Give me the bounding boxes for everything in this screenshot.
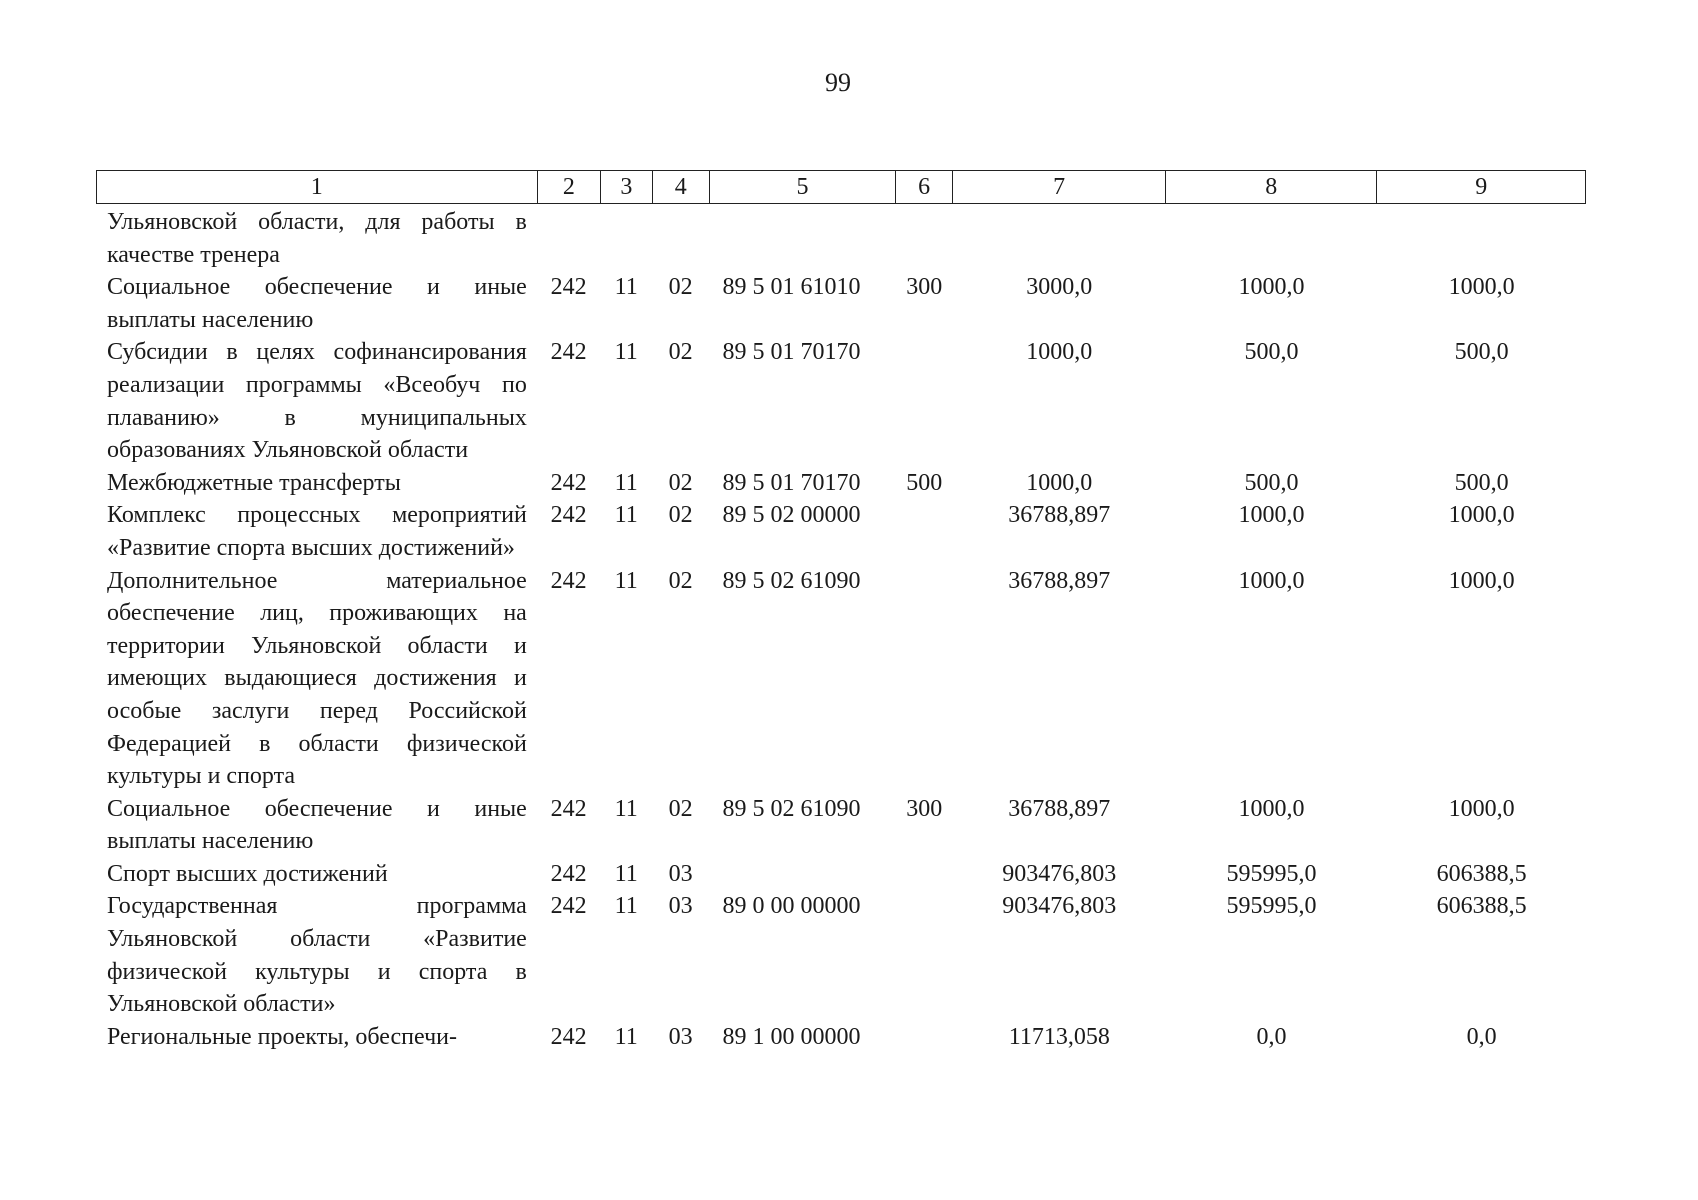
row-col-4: 02 (668, 567, 693, 594)
row-col-9: 1000,0 (1448, 795, 1515, 822)
row-col-7: 1000,0 (1026, 339, 1093, 366)
row-col-2: 242 (550, 795, 587, 822)
header-col-3: 3 (601, 171, 652, 204)
row-name: Государственная программа Ульяновской области «Развитие физической культуры и спорта в Ульяновской области» (107, 893, 527, 1018)
row-name: Спорт высших достижений (107, 860, 388, 887)
table-row (96, 858, 1586, 891)
row-col-6 (895, 1021, 953, 1054)
row-col-9: 500,0 (1454, 339, 1509, 366)
row-col-6: 500 (906, 469, 943, 496)
row-col-5: 89 0 00 00000 (722, 893, 861, 920)
header-col-6: 6 (895, 171, 953, 204)
column-number-header (96, 170, 1586, 204)
row-name: Социальное обеспечение и иные выплаты населению (107, 274, 527, 333)
row-col-7: 11713,058 (1008, 1023, 1110, 1050)
page-number: 99 (825, 68, 851, 97)
row-col-9: 0,0 (1466, 1023, 1497, 1050)
row-col-8: 1000,0 (1238, 502, 1305, 529)
row-col-7: 903476,803 (1002, 860, 1117, 887)
header-col-2: 2 (537, 171, 601, 204)
row-col-6 (895, 499, 953, 564)
row-col-5: 89 5 01 70170 (722, 469, 861, 496)
row-col-7: 3000,0 (1026, 274, 1093, 301)
row-col-4: 02 (668, 339, 693, 366)
row-col-8: 1000,0 (1238, 567, 1305, 594)
row-col-8: 0,0 (1256, 1023, 1287, 1050)
row-col-9: 1000,0 (1448, 567, 1515, 594)
table-row (96, 271, 1586, 336)
row-col-9: 500,0 (1454, 469, 1509, 496)
row-col-9: 606388,5 (1436, 860, 1527, 887)
row-col-7 (953, 206, 1166, 271)
row-name: Региональные проекты, обеспечи- (107, 1023, 457, 1050)
row-col-5: 89 5 02 00000 (722, 502, 861, 529)
row-col-8: 500,0 (1244, 469, 1299, 496)
table-row (96, 1021, 1586, 1054)
row-col-9 (1377, 206, 1586, 271)
row-col-3: 11 (614, 469, 638, 496)
table-row (96, 336, 1586, 466)
row-col-2: 242 (550, 274, 587, 301)
row-col-3: 11 (614, 893, 638, 920)
row-col-9: 1000,0 (1448, 502, 1515, 529)
header-col-5: 5 (710, 171, 896, 204)
row-col-5: 89 5 02 61090 (722, 795, 861, 822)
row-col-6: 300 (906, 274, 943, 301)
row-col-4: 02 (668, 795, 693, 822)
row-name: Дополнительное материальное обеспечение лиц, проживающих на территории Ульяновской области и имеющих выдающиеся достижения и особые заслуги перед Российской Федерацией в области физической культуры и спорта (107, 567, 527, 790)
header-col-1: 1 (97, 171, 538, 204)
row-col-6 (895, 890, 953, 1020)
row-col-5: 89 1 00 00000 (722, 1023, 861, 1050)
row-name: Социальное обеспечение и иные выплаты населению (107, 795, 527, 855)
row-col-6 (895, 565, 953, 793)
row-col-6: 300 (906, 795, 943, 822)
row-col-2: 242 (550, 860, 587, 887)
row-col-3: 11 (614, 339, 638, 366)
table-row (96, 793, 1586, 858)
header-col-4: 4 (652, 171, 710, 204)
row-col-7: 1000,0 (1026, 469, 1093, 496)
row-col-5: 89 5 02 61090 (722, 567, 861, 594)
header-col-7: 7 (953, 171, 1166, 204)
row-name: Ульяновской области, для работы в качестве тренера (107, 209, 527, 268)
row-col-7: 903476,803 (1002, 893, 1117, 920)
row-col-8: 500,0 (1244, 339, 1299, 366)
table-row (96, 499, 1586, 564)
row-col-5 (709, 858, 895, 891)
row-col-8 (1166, 206, 1378, 271)
row-col-6 (895, 336, 953, 466)
row-col-3: 11 (614, 274, 638, 301)
row-col-4: 02 (668, 502, 693, 529)
table-body (96, 206, 1586, 1053)
row-col-3: 11 (614, 502, 638, 529)
row-col-4: 03 (668, 893, 693, 920)
row-col-8: 1000,0 (1238, 274, 1305, 301)
row-col-4 (652, 206, 710, 271)
row-col-4: 02 (668, 274, 693, 301)
header-col-8: 8 (1165, 171, 1377, 204)
row-col-2: 242 (550, 1023, 587, 1050)
row-name: Комплекс процессных мероприятий «Развитие спорта высших достижений» (107, 502, 527, 561)
row-col-2: 242 (550, 567, 587, 594)
row-col-5 (709, 206, 895, 271)
row-col-8: 595995,0 (1226, 893, 1317, 920)
row-col-2: 242 (550, 502, 587, 529)
row-name: Межбюджетные трансферты (107, 469, 401, 496)
row-col-2 (537, 206, 601, 271)
row-col-3: 11 (614, 1023, 638, 1050)
row-col-7: 36788,897 (1008, 795, 1111, 822)
row-col-6 (895, 858, 953, 891)
row-col-3: 11 (614, 860, 638, 887)
row-col-4: 03 (668, 860, 693, 887)
table-row (96, 890, 1586, 1020)
row-col-5: 89 5 01 70170 (722, 339, 861, 366)
table-row (96, 565, 1586, 793)
row-col-9: 606388,5 (1436, 893, 1527, 920)
table-row (96, 206, 1586, 271)
row-name: Субсидии в целях софинансирования реализации программы «Всеобуч по плаванию» в муниципальных образованиях Ульяновской области (107, 339, 527, 464)
table-row (96, 467, 1586, 500)
row-col-7: 36788,897 (1008, 567, 1111, 594)
budget-table (96, 206, 1586, 1053)
row-col-3: 11 (614, 567, 638, 594)
row-col-4: 02 (668, 469, 693, 496)
header-col-9: 9 (1377, 171, 1586, 204)
row-col-3 (601, 206, 652, 271)
row-col-2: 242 (550, 339, 587, 366)
row-col-5: 89 5 01 61010 (722, 274, 861, 301)
row-col-7: 36788,897 (1008, 502, 1111, 529)
row-col-4: 03 (668, 1023, 693, 1050)
row-col-6 (895, 206, 953, 271)
row-col-3: 11 (614, 795, 638, 822)
row-col-8: 1000,0 (1238, 795, 1305, 822)
row-col-2: 242 (550, 469, 587, 496)
row-col-9: 1000,0 (1448, 274, 1515, 301)
row-col-2: 242 (550, 893, 587, 920)
row-col-8: 595995,0 (1226, 860, 1317, 887)
